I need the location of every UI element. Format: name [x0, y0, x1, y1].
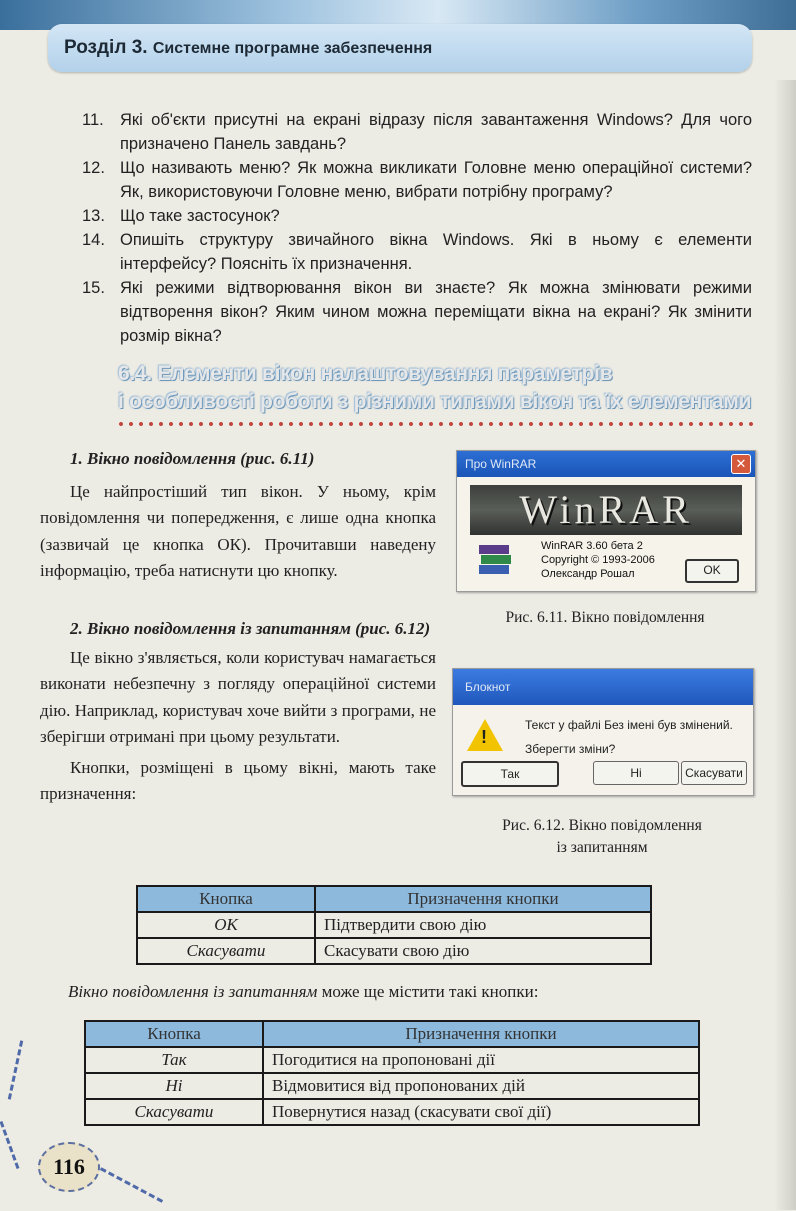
subsection-heading: 1. Вікно повідомлення (рис. 6.11): [70, 449, 315, 468]
question-number: 11.: [82, 111, 104, 129]
question-text: Що називають меню? Як можна викликати Головне меню операційної системи? Як, використовуючи Головне меню, вибрати потрібну програму?: [120, 159, 752, 201]
info-line: WinRAR 3.60 бета 2: [541, 540, 643, 552]
table-header-row: [85, 1021, 699, 1047]
chapter-header: [48, 24, 752, 72]
subsection-paragraph: Кнопки, розміщені в цьому вікні, мають таке призначення:: [40, 757, 436, 803]
table-row: [85, 1073, 699, 1099]
caption-line: Рис. 6.12. Вікно повідомлення: [502, 817, 702, 834]
table-header: Призначення кнопки: [315, 886, 651, 912]
notepad-save-dialog: [452, 668, 754, 796]
question-list: [82, 108, 752, 348]
yes-button[interactable]: Так: [461, 761, 559, 787]
table-cell-purpose: Скасувати свою дію: [315, 938, 651, 964]
table-row: [85, 1047, 699, 1073]
winrar-about-window: [456, 450, 756, 592]
subsection-paragraph: Це найпростіший тип вікон. У ньому, крім повідомлення чи попередження, є лише одна кнопка (зазвичай це кнопка ОК). Прочитавши наведену інформацію, треба натиснути цю кнопку.: [40, 481, 436, 580]
subsection-2: [40, 616, 436, 808]
decorative-dash: [0, 1121, 19, 1169]
question-text: Які режими відтворювання вікон ви знаєте? Як можна змінювати режими відтворення вікон? Яким чином можна переміщати вікна на екрані? Як змінити розмір вікна?: [120, 279, 752, 345]
window-titlebar: [457, 451, 755, 477]
question-item: [82, 156, 752, 204]
question-item: [82, 276, 752, 348]
page-edge-shadow: [774, 80, 796, 1210]
info-line: Copyright © 1993-2006: [541, 554, 655, 566]
table2-intro: [68, 982, 538, 1002]
winrar-logo: WinRAR: [470, 485, 742, 535]
subsection-paragraph: Це вікно з'являється, коли користувач намагається виконати небезпечну з погляду операційної системи дію. Наприклад, користувач хоче вийти з програми, не зберігши отримані при цьому результати.: [40, 647, 436, 746]
table-cell-purpose: Повернутися назад (скасувати свої дії): [263, 1099, 699, 1125]
intro-rest: може ще містити такі кнопки:: [317, 982, 539, 1001]
table-row: [137, 938, 651, 964]
table-cell-button: Скасувати: [137, 938, 315, 964]
question-number: 15.: [82, 279, 105, 297]
chapter-title: [64, 37, 432, 59]
message-line: Зберегти зміни?: [525, 742, 616, 756]
winrar-info: [541, 539, 655, 581]
question-item: [82, 108, 752, 156]
table-header: Призначення кнопки: [263, 1021, 699, 1047]
table-row: [85, 1099, 699, 1125]
chapter-subtitle: Системне програмне забезпечення: [152, 40, 433, 57]
figure-caption: Рис. 6.11. Вікно повідомлення: [505, 609, 705, 626]
page-number: 116: [38, 1142, 100, 1192]
table-cell-button: Скасувати: [85, 1099, 263, 1125]
table-header: Кнопка: [85, 1021, 263, 1047]
warning-mark: !: [481, 727, 487, 747]
figure-caption: [452, 815, 752, 859]
info-line: Олександр Рошал: [541, 568, 635, 580]
cancel-button[interactable]: Скасувати: [681, 761, 747, 785]
table-header: Кнопка: [137, 886, 315, 912]
table-cell-purpose: Підтвердити свою дію: [315, 912, 651, 938]
close-icon[interactable]: ✕: [731, 454, 751, 474]
buttons-table-2: [84, 1020, 700, 1126]
ok-button[interactable]: OK: [685, 559, 739, 583]
question-item: [82, 228, 752, 276]
subsection-1: [40, 446, 436, 585]
question-text: Які об'єкти присутні на екрані відразу після завантаження Windows? Для чого призначено Панель завдань?: [120, 111, 752, 153]
no-button[interactable]: Ні: [593, 761, 679, 785]
section-title-line: і особливості роботи з різними типами вікон та їх елементами: [118, 390, 752, 413]
question-item: [82, 204, 752, 228]
window-title: Блокнот: [453, 669, 753, 705]
buttons-table-1: [136, 885, 652, 965]
caption-line: із запитанням: [556, 839, 648, 856]
message-line: Текст у файлі Без імені був змінений.: [525, 718, 733, 732]
table-row: [137, 912, 651, 938]
decorative-dash: [100, 1167, 163, 1203]
subsection-heading: 2. Вікно повідомлення із запитанням (рис. 6.12): [70, 619, 431, 638]
table-cell-button: Ні: [85, 1073, 263, 1099]
dotted-divider: [116, 421, 756, 427]
table-cell-button: Так: [85, 1047, 263, 1073]
question-text: Що таке застосунок?: [120, 207, 280, 225]
question-text: Опишіть структуру звичайного вікна Windows. Які в ньому є елементи інтерфейсу? Поясніть їх призначення.: [120, 231, 752, 273]
table-cell-purpose: Погодитися на пропоновані дії: [263, 1047, 699, 1073]
question-number: 13.: [82, 207, 105, 225]
dialog-message: [525, 713, 733, 761]
table-header-row: [137, 886, 651, 912]
section-title: [118, 360, 758, 416]
chapter-label: Розділ 3.: [64, 37, 148, 58]
winrar-books-icon: [477, 543, 517, 577]
intro-italic: Вікно повідомлення із запитанням: [68, 982, 318, 1001]
decorative-dash: [8, 1040, 23, 1099]
section-title-line: 6.4. Елементи вікон налаштовування параметрів: [118, 362, 613, 385]
question-number: 12.: [82, 159, 105, 177]
table-cell-button: ОК: [137, 912, 315, 938]
question-number: 14.: [82, 231, 105, 249]
window-title: Про WinRAR: [465, 457, 537, 471]
table-cell-purpose: Відмовитися від пропонованих дій: [263, 1073, 699, 1099]
